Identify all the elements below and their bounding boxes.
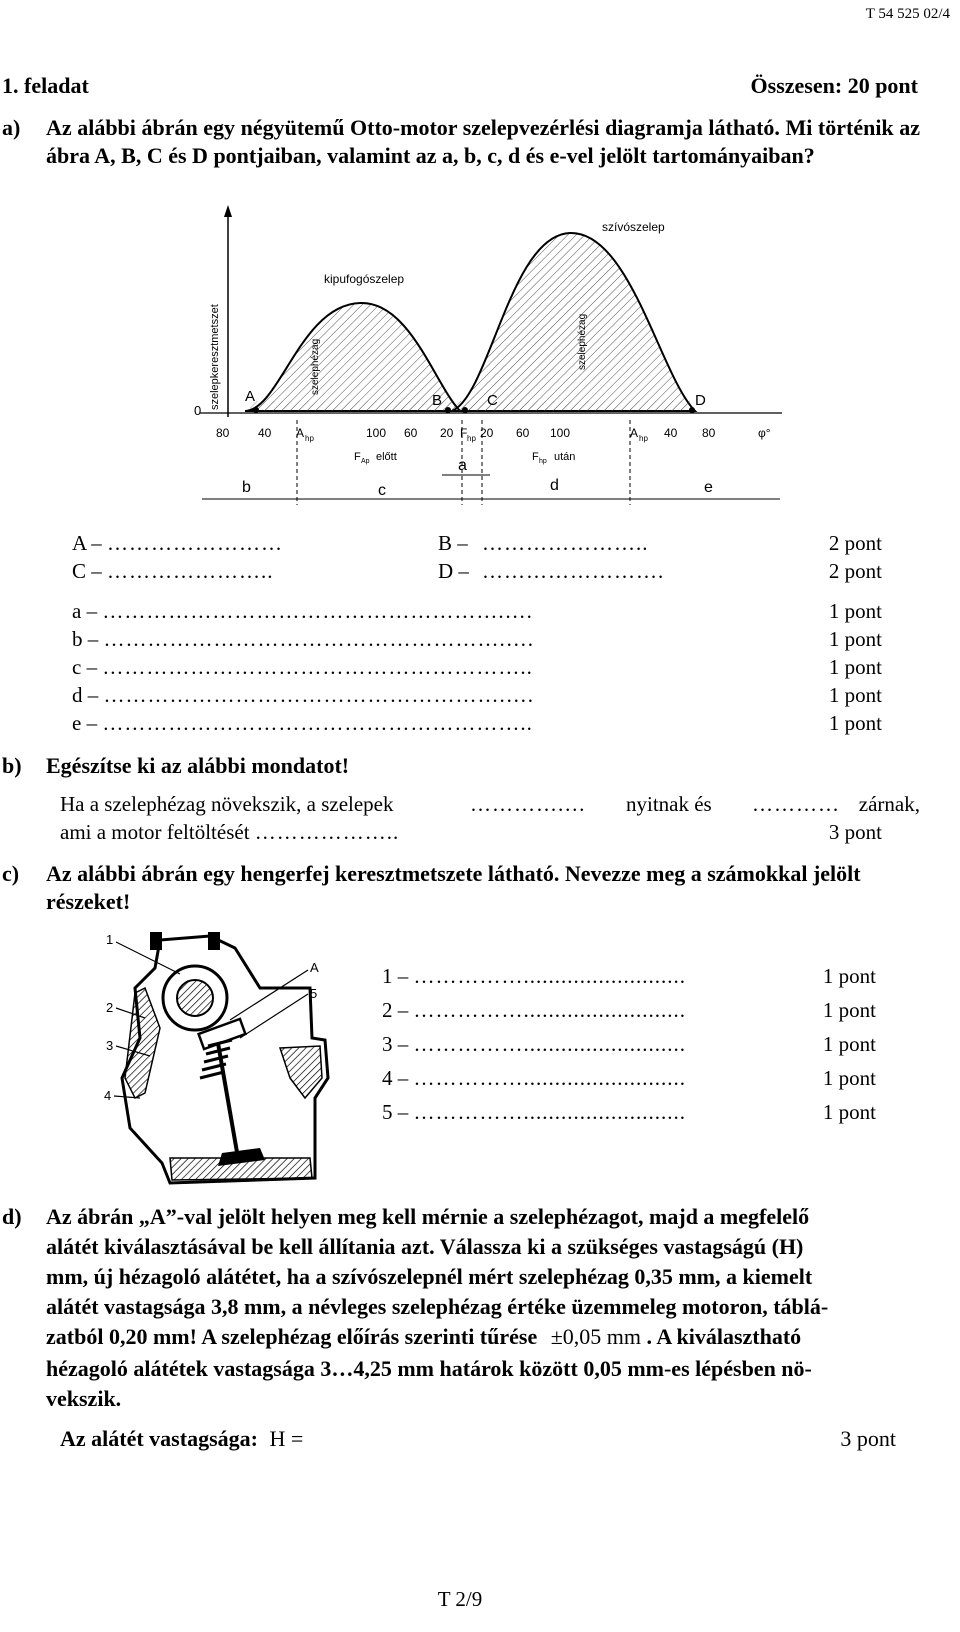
answer-c-label: C –	[72, 559, 102, 583]
answer-row-range-c	[72, 653, 882, 681]
tick-label-11: 40	[664, 426, 678, 440]
camshaft-core	[177, 980, 213, 1016]
sentence-line-2	[60, 818, 882, 846]
range-label-a: a	[458, 457, 467, 474]
tick-label-6: F	[460, 426, 468, 440]
tolerance-value: ±0,05 mm	[550, 1324, 642, 1349]
tick-label-12: 80	[702, 426, 716, 440]
range-label-e: e	[704, 479, 713, 496]
document-code: T 54 525 02/4	[865, 6, 950, 22]
range-c-blank[interactable]: …………………………………………………..	[102, 655, 533, 679]
blank-close[interactable]: …………	[752, 792, 840, 816]
part-a-marker: a)	[2, 115, 21, 140]
part-a-question: Az alábbi ábrán egy négyütemű Otto-motor szelepvezérlési diagramja látható. Mi történik az ábra A, B, C és D pontjaiban, valamint az a, b, c, d és e-vel jelölt tartományaiban?	[46, 115, 920, 168]
part-d-line-6: hézagoló alátétek vastagsága 3…4,25 mm határok között 0,05 mm-es lépésben nö-	[46, 1356, 812, 1381]
part-d-line-4: alátét vastagsága 3,8 mm, a névleges szelephézag értéke üzemmeleg motoron, táblá-	[46, 1294, 829, 1319]
fig-label-4: 4	[104, 1088, 112, 1103]
part-answer-row-2	[382, 996, 876, 1024]
part-answer-row-5	[382, 1098, 876, 1126]
clearance-hatch	[250, 401, 690, 411]
point-d-label: D	[695, 392, 706, 409]
tick-sub-6: hp	[467, 434, 476, 443]
fig-label-2: 2	[106, 1000, 114, 1015]
intake-valve-curve	[452, 233, 695, 411]
part-c-question: Az alábbi ábrán egy hengerfej keresztmetszete látható. Nevezze meg a számokkal jelölt részeket!	[46, 861, 861, 914]
top-bolt-right	[208, 932, 220, 950]
sentence-part-2: nyitnak és	[626, 792, 712, 816]
part-5-points: 1 pont	[822, 1100, 876, 1124]
part-b-marker: b)	[2, 753, 22, 778]
fig-label-a: A	[310, 960, 319, 975]
tick-sub-10: hp	[639, 434, 648, 443]
fig-label-5: 5	[310, 986, 318, 1001]
sentence-part-3: zárnak,	[858, 792, 920, 816]
part-b-question: Egészítse ki az alábbi mondatot!	[46, 753, 350, 778]
tick-label-0: 80	[216, 426, 230, 440]
part-answer-row-3	[382, 1030, 876, 1058]
part-3-label: 3 –	[382, 1032, 409, 1056]
part-d-line-7: vekszik.	[46, 1386, 122, 1411]
answer-d-label: D –	[438, 559, 469, 583]
part-1-label: 1 –	[382, 964, 409, 988]
range-a-blank[interactable]: ……………………………………………….….	[102, 599, 533, 623]
part-b-points: 3 pont	[828, 820, 882, 844]
valve-timing-diagram	[190, 205, 790, 505]
f-ap-label: F	[354, 451, 361, 463]
sentence-line-1	[60, 790, 920, 818]
part-4-points: 1 pont	[822, 1066, 876, 1090]
sentence-part-1: Ha a szelephézag növekszik, a szelepek	[60, 792, 394, 816]
tolerance-tail: . A kiválasztható	[646, 1324, 802, 1349]
blank-charge[interactable]: ………………..	[254, 820, 400, 844]
answer-b-label: B –	[438, 531, 468, 555]
answer-ab-points: 2 pont	[828, 531, 882, 555]
part-answer-row-4	[382, 1064, 876, 1092]
range-b-blank[interactable]: ……………………………………………….….	[103, 627, 534, 651]
zero-label: 0	[194, 403, 202, 418]
blank-open[interactable]: ………….…	[470, 792, 587, 816]
y-axis-label: szelepkeresztmetszet	[209, 304, 221, 410]
answer-a-label: A –	[72, 531, 102, 555]
range-c-points: 1 pont	[828, 655, 882, 679]
shim-answer-row	[60, 1425, 896, 1453]
part-3-blank[interactable]: ……………..........................	[413, 1032, 686, 1056]
clearance-label-left: szelephézag	[310, 338, 321, 395]
sentence-part-4: ami a motor feltöltését	[60, 820, 250, 844]
answer-row-range-b	[72, 625, 882, 653]
part-1-points: 1 pont	[822, 964, 876, 988]
answer-row-range-d	[72, 681, 882, 709]
tick-label-8: 60	[516, 426, 530, 440]
shim-answer-points: 3 pont	[840, 1426, 896, 1451]
task-total: Összesen: 20 pont	[750, 73, 918, 98]
range-e-blank[interactable]: …………………………………………………..	[102, 711, 533, 735]
point-c-dot	[462, 407, 468, 413]
part-2-blank[interactable]: ……………..........................	[413, 998, 686, 1022]
tick-label-9: 100	[550, 426, 571, 440]
point-b-label: B	[432, 392, 443, 409]
tick-label-1: 40	[258, 426, 272, 440]
answer-row-range-a	[72, 597, 882, 625]
tick-label-10: A	[630, 426, 639, 440]
part-4-label: 4 –	[382, 1066, 409, 1090]
fig-label-1: 1	[106, 932, 114, 947]
f-hp-sub: hp	[539, 458, 547, 465]
part-d-line-5	[46, 1323, 801, 1351]
answer-c-blank[interactable]: …………………..	[107, 559, 274, 583]
answer-d-blank[interactable]: …………………….	[482, 559, 665, 583]
range-e-points: 1 pont	[828, 711, 882, 735]
range-d-blank[interactable]: ……………………………………………….….	[103, 683, 534, 707]
part-1-blank[interactable]: ……………..........................	[413, 964, 686, 988]
range-label-b: b	[242, 479, 251, 496]
part-3-points: 1 pont	[822, 1032, 876, 1056]
intake-valve-label: szívószelep	[602, 220, 665, 234]
task-title: 1. feladat	[2, 73, 89, 98]
answer-cd-points: 2 pont	[828, 559, 882, 583]
tick-label-13: φ°	[758, 426, 771, 440]
range-label-d: d	[550, 477, 559, 494]
part-answer-row-1	[382, 962, 876, 990]
tolerance-text: zatból 0,20 mm! A szelephézag előírás szerinti tűrése	[46, 1324, 538, 1349]
point-c-label: C	[487, 392, 498, 409]
answer-a-blank[interactable]: ……………………	[107, 531, 284, 555]
part-5-blank[interactable]: ……………..........................	[413, 1100, 686, 1124]
exhaust-valve-curve	[245, 303, 460, 411]
tick-label-5: 20	[440, 426, 454, 440]
fig-label-3: 3	[106, 1038, 114, 1053]
tick-label-4: 60	[404, 426, 418, 440]
answer-row-ab	[72, 529, 882, 557]
f-ap-sub: Ap	[361, 458, 370, 465]
shim-answer-label: Az alátét vastagsága:	[60, 1426, 258, 1451]
answer-row-range-e	[72, 709, 882, 737]
tick-sub-2: hp	[305, 434, 314, 443]
range-d-label: d –	[72, 683, 99, 707]
cylinder-head-figure	[100, 928, 340, 1190]
y-axis-arrow	[224, 205, 232, 217]
part-2-points: 1 pont	[822, 998, 876, 1022]
part-2-label: 2 –	[382, 998, 409, 1022]
answer-row-cd	[72, 557, 882, 585]
page-number: T 2/9	[437, 1587, 483, 1611]
part-d-marker: d)	[2, 1204, 22, 1229]
range-b-label: b –	[72, 627, 99, 651]
part-d-line-2: alátét kiválasztásával be kell állítania azt. Válassza ki a szükséges vastagságú (H)	[46, 1234, 804, 1259]
part-d-line-1: Az ábrán „A”-val jelölt helyen meg kell mérnie a szelephézagot, majd a megfelelő	[46, 1204, 810, 1229]
range-a-label: a –	[72, 599, 98, 623]
point-b-dot	[445, 407, 451, 413]
range-c-label: c –	[72, 655, 98, 679]
exhaust-valve-label: kipufogószelep	[324, 272, 405, 286]
part-5-label: 5 –	[382, 1100, 409, 1124]
range-d-points: 1 pont	[828, 683, 882, 707]
f-hp-label: F	[532, 451, 539, 463]
range-b-points: 1 pont	[828, 627, 882, 651]
tick-label-2: A	[296, 426, 305, 440]
part-4-blank[interactable]: ……………..........................	[413, 1066, 686, 1090]
range-label-c: c	[378, 482, 386, 499]
range-e-label: e –	[72, 711, 98, 735]
tick-label-7: 20	[480, 426, 494, 440]
part-c-marker: c)	[2, 861, 20, 886]
point-a-label: A	[245, 388, 256, 405]
clearance-label-right: szelephézag	[577, 313, 588, 370]
shim-answer-variable[interactable]: H =	[269, 1426, 304, 1451]
range-a-points: 1 pont	[828, 599, 882, 623]
tick-label-3: 100	[366, 426, 387, 440]
answer-b-blank[interactable]: …………………..	[482, 531, 649, 555]
point-a-dot	[253, 407, 259, 413]
part-d-line-3: mm, új hézagoló alátétet, ha a szívószelepnél mért szelephézag 0,35 mm, a kiemelt	[46, 1264, 813, 1289]
utan-label: után	[554, 451, 576, 463]
top-bolt-left	[150, 932, 162, 950]
elott-label: előtt	[376, 451, 397, 463]
